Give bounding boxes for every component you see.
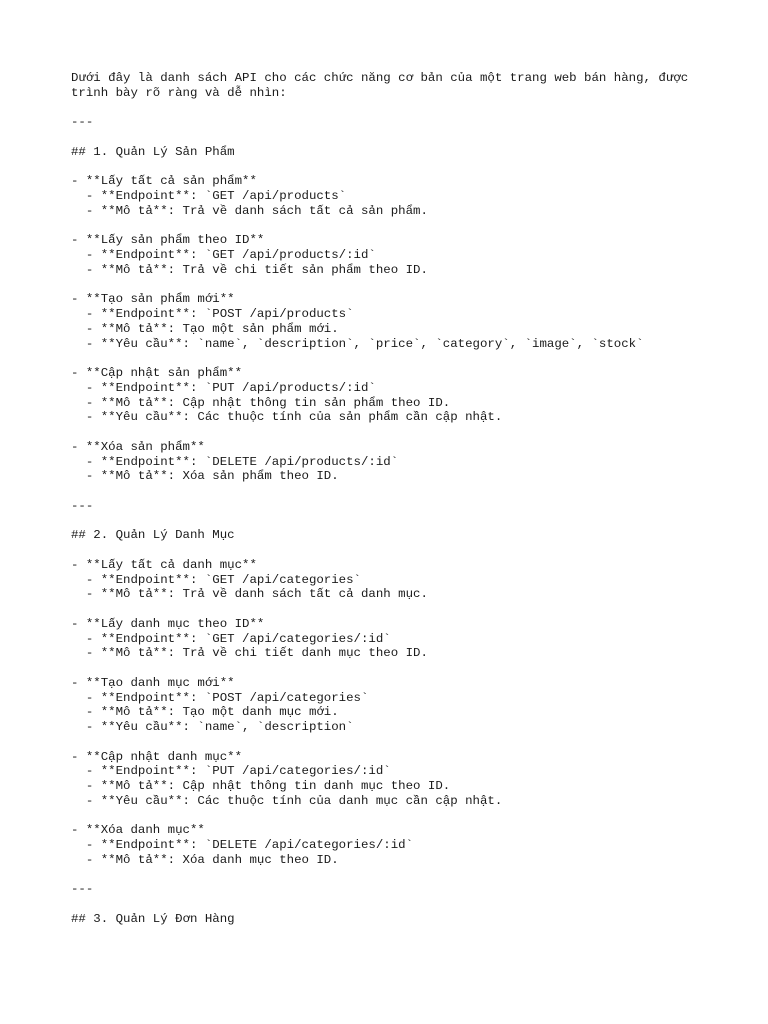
- blank-line: [71, 425, 751, 440]
- list-item: - **Cập nhật sản phẩm**: [71, 366, 243, 380]
- paragraph-line: trình bày rõ ràng và dễ nhìn:: [71, 85, 287, 100]
- section-heading: ## 2. Quản Lý Danh Mục: [71, 528, 235, 543]
- paragraph-line: Dưới đây là danh sách API cho các chức năng cơ bản của một trang web bán hàng, được: [71, 71, 689, 85]
- list-subitem: - **Endpoint**: `GET /api/categories/:id`: [71, 631, 391, 646]
- horizontal-rule: ---: [71, 498, 94, 513]
- blank-line: [71, 809, 751, 824]
- horizontal-rule: ---: [71, 115, 94, 130]
- blank-line: [71, 484, 751, 499]
- blank-line: [71, 101, 751, 116]
- list-item: - **Cập nhật danh mục**: [71, 749, 243, 764]
- list-subitem: - **Endpoint**: `POST /api/products`: [71, 307, 354, 321]
- list-subitem: - **Endpoint**: `GET /api/products`: [71, 189, 347, 203]
- blank-line: [71, 351, 751, 366]
- list-subitem: - **Yêu cầu**: `name`, `description`: [71, 720, 354, 734]
- blank-line: [71, 868, 751, 883]
- list-subitem: - **Endpoint**: `GET /api/products/:id`: [71, 248, 376, 262]
- list-subitem: - **Mô tả**: Xóa sản phẩm theo ID.: [71, 469, 339, 484]
- list-subitem: - **Mô tả**: Cập nhật thông tin sản phẩm theo ID.: [71, 395, 451, 410]
- section-heading: ## 3. Quản Lý Đơn Hàng: [71, 911, 235, 926]
- blank-line: [71, 602, 751, 617]
- blank-line: [71, 661, 751, 676]
- list-subitem: - **Endpoint**: `PUT /api/categories/:id`: [71, 764, 391, 779]
- document-page: [71, 71, 751, 927]
- blank-line: [71, 160, 751, 175]
- list-subitem: - **Yêu cầu**: Các thuộc tính của sản phẩm cần cập nhật.: [71, 410, 503, 425]
- list-subitem: - **Mô tả**: Tạo một sản phẩm mới.: [71, 321, 339, 336]
- list-subitem: - **Mô tả**: Cập nhật thông tin danh mục theo ID.: [71, 779, 451, 793]
- section-heading: ## 1. Quản Lý Sản Phẩm: [71, 144, 235, 159]
- list-item: - **Lấy sản phẩm theo ID**: [71, 233, 265, 248]
- blank-line: [71, 219, 751, 234]
- list-item: - **Tạo sản phẩm mới**: [71, 292, 235, 307]
- list-item: - **Xóa sản phẩm**: [71, 439, 205, 454]
- list-subitem: - **Yêu cầu**: Các thuộc tính của danh mục cần cập nhật.: [71, 793, 503, 808]
- list-subitem: - **Endpoint**: `DELETE /api/products/:id`: [71, 454, 399, 469]
- list-subitem: - **Yêu cầu**: `name`, `description`, `price`, `category`, `image`, `stock`: [71, 336, 644, 351]
- list-subitem: - **Mô tả**: Trả về danh sách tất cả danh mục.: [71, 587, 428, 602]
- blank-line: [71, 278, 751, 293]
- list-subitem: - **Endpoint**: `PUT /api/products/:id`: [71, 380, 376, 395]
- blank-line: [71, 897, 751, 912]
- list-subitem: - **Mô tả**: Trả về chi tiết danh mục theo ID.: [71, 646, 428, 661]
- list-subitem: - **Mô tả**: Tạo một danh mục mới.: [71, 705, 339, 720]
- list-item: - **Xóa danh mục**: [71, 823, 205, 838]
- horizontal-rule: ---: [71, 882, 94, 897]
- list-subitem: - **Endpoint**: `GET /api/categories`: [71, 572, 361, 587]
- list-item: - **Lấy tất cả sản phẩm**: [71, 174, 257, 189]
- list-item: - **Tạo danh mục mới**: [71, 675, 235, 690]
- blank-line: [71, 735, 751, 750]
- list-subitem: - **Mô tả**: Trả về danh sách tất cả sản phẩm.: [71, 203, 428, 218]
- blank-line: [71, 130, 751, 145]
- blank-line: [71, 514, 751, 529]
- list-subitem: - **Mô tả**: Xóa danh mục theo ID.: [71, 852, 339, 867]
- list-subitem: - **Endpoint**: `DELETE /api/categories/:id`: [71, 838, 414, 852]
- list-item: - **Lấy tất cả danh mục**: [71, 557, 257, 572]
- list-subitem: - **Mô tả**: Trả về chi tiết sản phẩm theo ID.: [71, 262, 428, 277]
- list-subitem: - **Endpoint**: `POST /api/categories`: [71, 690, 369, 705]
- list-item: - **Lấy danh mục theo ID**: [71, 616, 265, 631]
- blank-line: [71, 543, 751, 558]
